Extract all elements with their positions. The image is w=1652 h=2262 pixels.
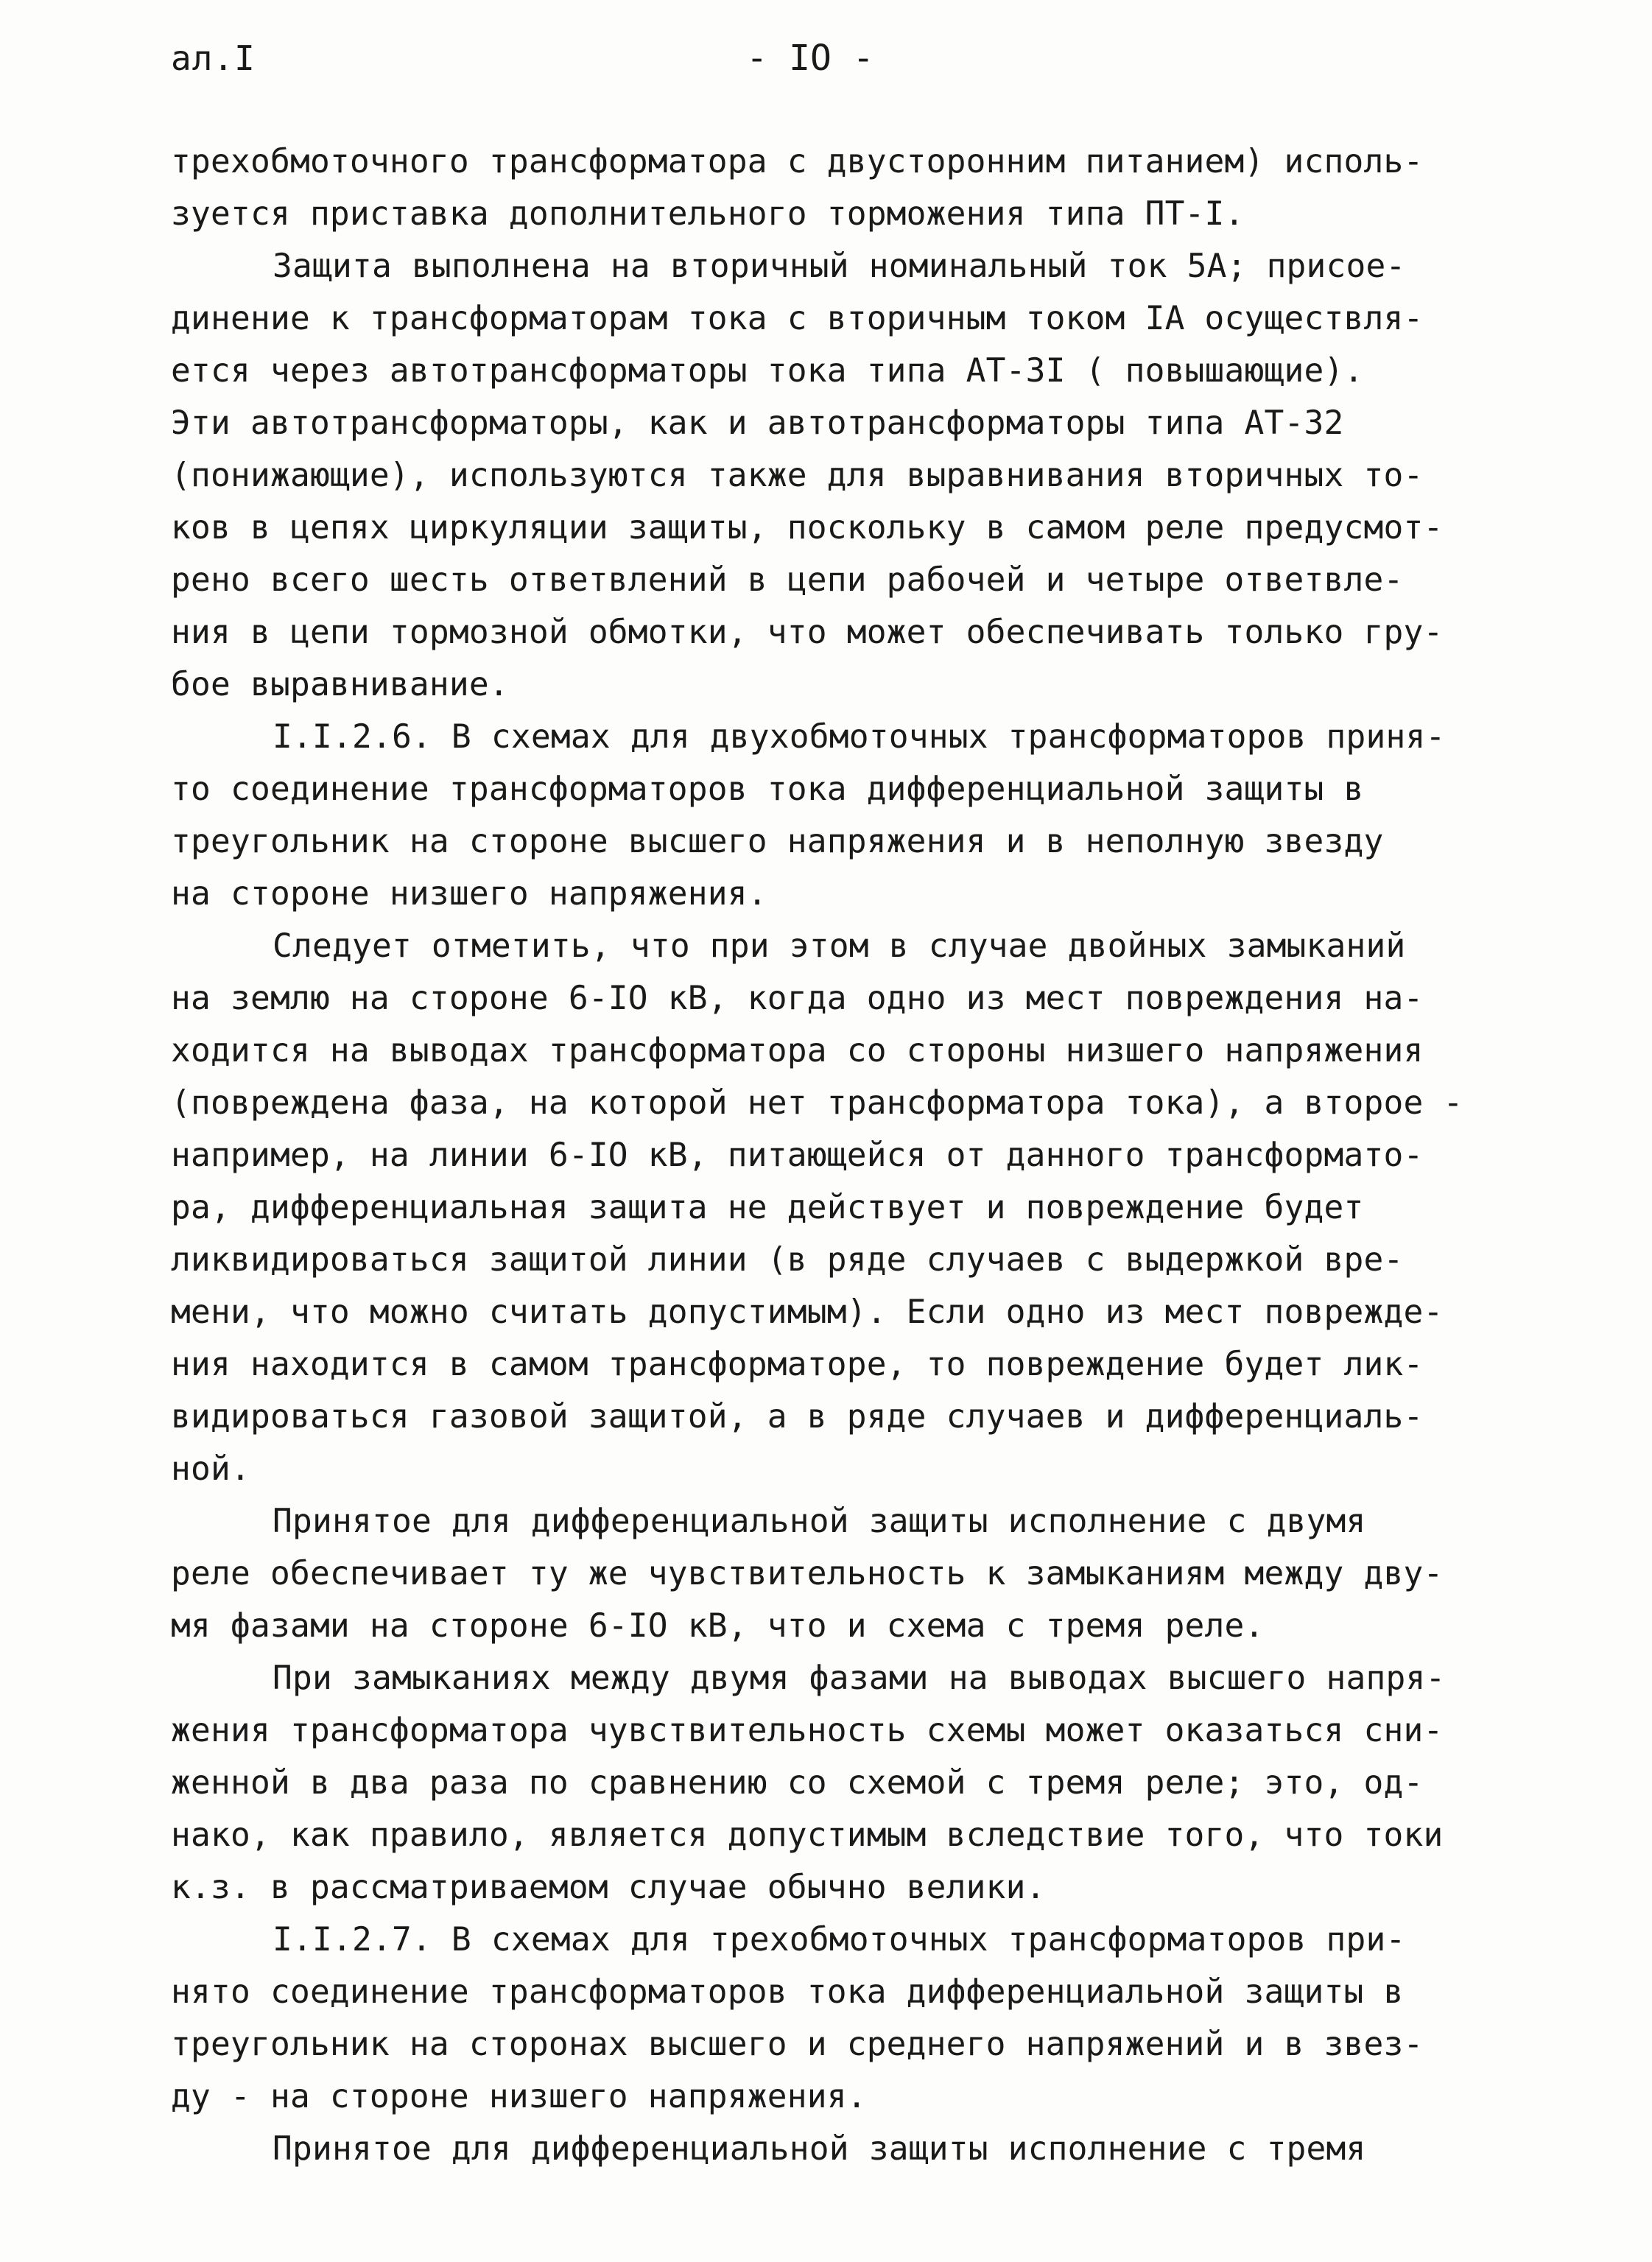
- text-line: ра, дифференциальная защита не действует и повреждение будет: [171, 1189, 1364, 1226]
- text-line: рено всего шесть ответвлений в цепи рабочей и четыре ответвле-: [171, 561, 1404, 599]
- text-line: (повреждена фаза, на которой нет трансформатора тока), а второе -: [171, 1084, 1463, 1122]
- text-line: нято соединение трансформаторов тока дифференциальной защиты в: [171, 1973, 1404, 2011]
- text-line: (понижающие), используются также для выравнивания вторичных то-: [171, 457, 1424, 494]
- text-line: зуется приставка дополнительного торможения типа ПТ-I.: [171, 195, 1245, 233]
- text-line: ния находится в самом трансформаторе, то повреждение будет лик-: [171, 1346, 1424, 1383]
- text-line: ния в цепи тормозной обмотки, что может обеспечивать только гру-: [171, 614, 1444, 651]
- text-line: реле обеспечивает ту же чувствительность к замыканиям между дву-: [171, 1555, 1444, 1592]
- text-line: нако, как правило, является допустимым вследствие того, что токи: [171, 1816, 1444, 1854]
- text-line: При замыканиях между двумя фазами на выводах высшего напря-: [273, 1659, 1446, 1697]
- text-line: треугольник на стороне высшего напряжения и в неполную звезду: [171, 823, 1384, 860]
- text-line: мя фазами на стороне 6-IO кВ, что и схема с тремя реле.: [171, 1607, 1265, 1645]
- text-line: ков в цепях циркуляции защиты, поскольку в самом реле предусмот-: [171, 509, 1444, 547]
- text-line: ходится на выводах трансформатора со стороны низшего напряжения: [171, 1032, 1424, 1069]
- text-line: жения трансформатора чувствительность схемы может оказаться сни-: [171, 1712, 1444, 1749]
- text-line: Эти автотрансформаторы, как и автотрансформаторы типа АТ-32: [171, 404, 1344, 442]
- text-line: динение к трансформаторам тока с вторичным током IА осуществля-: [171, 300, 1424, 337]
- text-line: Защита выполнена на вторичный номинальный ток 5А; присое-: [273, 247, 1406, 285]
- text-line: видироваться газовой защитой, а в ряде случаев и дифференциаль-: [171, 1398, 1424, 1436]
- text-line: Следует отметить, что при этом в случае двойных замыканий: [273, 927, 1406, 965]
- section-heading-line: I.I.2.6. В схемах для двухобмоточных трансформаторов приня-: [273, 718, 1446, 756]
- text-line: Принятое для дифференциальной защиты исполнение с тремя: [273, 2130, 1366, 2168]
- text-line: бое выравнивание.: [171, 666, 509, 703]
- text-line: ной.: [171, 1450, 250, 1488]
- text-line: ликвидироваться защитой линии (в ряде случаев с выдержкой вре-: [171, 1241, 1404, 1279]
- text-line: ется через автотрансформаторы тока типа АТ-3I ( повышающие).: [171, 352, 1364, 390]
- text-line: на стороне низшего напряжения.: [171, 875, 767, 913]
- text-line: женной в два раза по сравнению со схемой с тремя реле; это, од-: [171, 1764, 1424, 1802]
- text-line: ду - на стороне низшего напряжения.: [171, 2078, 867, 2115]
- section-heading-line: I.I.2.7. В схемах для трехобмоточных трансформаторов при-: [273, 1921, 1406, 1959]
- text-line: мени, что можно считать допустимым). Если одно из мест поврежде-: [171, 1293, 1444, 1331]
- sheet-label: ал.I: [171, 38, 256, 78]
- document-body: [171, 136, 1541, 2175]
- text-line: к.з. в рассматриваемом случае обычно велики.: [171, 1869, 1046, 1906]
- text-line: треугольник на сторонах высшего и среднего напряжений и в звез-: [171, 2026, 1424, 2063]
- text-line: на землю на стороне 6-IO кВ, когда одно из мест повреждения на-: [171, 980, 1424, 1017]
- page-header: [0, 32, 1652, 84]
- text-line: например, на линии 6-IO кВ, питающейся от данного трансформато-: [171, 1137, 1424, 1174]
- text-line: Принятое для дифференциальной защиты исполнение с двумя: [273, 1503, 1366, 1540]
- text-line: трехобмоточного трансформатора с двусторонним питанием) исполь-: [171, 143, 1424, 180]
- page-number: - IO -: [746, 38, 874, 79]
- text-line: то соединение трансформаторов тока дифференциальной защиты в: [171, 770, 1364, 808]
